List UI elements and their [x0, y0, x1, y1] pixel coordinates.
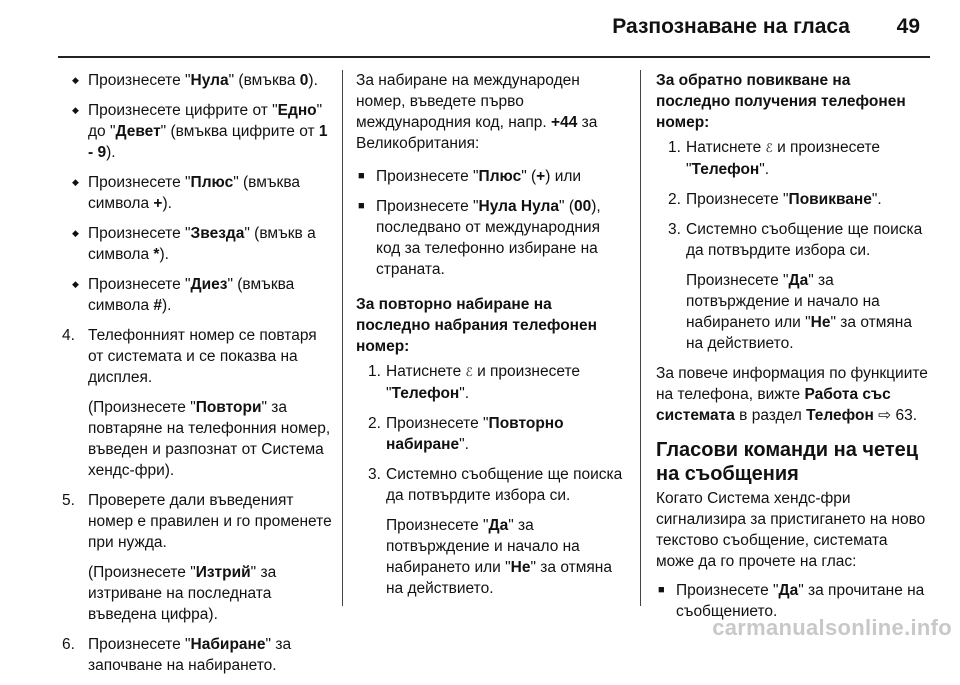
step-1: 1. Натиснете ℰ и произнесете "Телефон".	[668, 139, 881, 178]
step-5: 5. Проверете дали въведеният номер е правилен и го променете при нужда. (Произнесете "Изтрий" за изтриване на последната въведена цифра).	[62, 492, 332, 623]
section-title: Гласови команди на четец на съобщения	[656, 439, 919, 485]
column-1	[62, 70, 332, 685]
step-3: 3. Системно съобщение ще поиска да потвърдите избора си. Произнесете "Да" за потвърждение и начало на набирането или "Не" за отмяна на действието.	[668, 221, 923, 352]
section-heading: За повторно набиране на последно набрания телефонен номер:	[356, 296, 598, 355]
paragraph: Когато Система хендс-фри сигнализира за пристигането на ново текстово съобщение, системата може да го прочете на глас:	[656, 490, 926, 570]
page-header	[0, 0, 960, 56]
list-item: ◆ Произнесете цифрите от "Едно" до "Девет" (вмъква цифрите от 1 - 9).	[62, 100, 332, 163]
list-item: ■ Произнесете "Нула Нула" (00), последвано от международния код за телефонно избиране на страната.	[356, 196, 628, 280]
list-item: ◆ Произнесете "Звезда" (вмъкв а символа *).	[62, 223, 332, 265]
step-1: 1. Натиснете ℰ и произнесете "Телефон".	[368, 363, 581, 402]
phone-voice-icon: ℰ	[465, 365, 473, 379]
list-item: ◆ Произнесете "Диез" (вмъква символа #).	[62, 274, 332, 316]
column-2	[356, 70, 628, 608]
paragraph: За набиране на международен номер, въведете първо международния код, напр. +44 за Великобритания:	[356, 72, 598, 152]
list-item: ■ Произнесете "Да" за прочитане на съобщението.	[656, 580, 928, 622]
list-item: ◆ Произнесете "Нула" (вмъква 0).	[62, 70, 332, 91]
column-3	[656, 70, 928, 631]
watermark: carmanualsonline.info	[712, 615, 952, 640]
step-2: 2. Произнесете "Повикване".	[668, 191, 882, 208]
arrow-icon: ⇨	[878, 407, 892, 424]
step-3: 3. Системно съобщение ще поиска да потвърдите избора си. Произнесете "Да" за потвърждение и начало на набирането или "Не" за отмяна на действието.	[368, 466, 623, 597]
header-divider	[58, 56, 930, 58]
page-number: 49	[896, 15, 920, 38]
page-title: Разпознаване на гласа	[612, 15, 850, 38]
paragraph: За повече информация по функциите на телефона, вижте Работа със системата в раздел Телефон ⇨ 63.	[656, 365, 928, 424]
column-divider-1	[342, 70, 343, 606]
list-item: ■ Произнесете "Плюс" (+) или	[356, 166, 628, 187]
step-6: 6. Произнесете "Набиране" за започване на набирането.	[62, 636, 292, 674]
list-item: ◆ Произнесете "Плюс" (вмъква символа +).	[62, 172, 332, 214]
column-divider-2	[640, 70, 641, 606]
phone-voice-icon: ℰ	[765, 141, 773, 155]
section-heading: За обратно повикване на последно получения телефонен номер:	[656, 72, 906, 131]
step-4: 4. Телефонният номер се повтаря от системата и се показва на дисплея. (Произнесете "Повтори" за повтаряне на телефонния номер, въведен и разпознат от Система хендс-фри).	[62, 327, 331, 479]
page-footer	[0, 612, 960, 642]
cross-reference-link[interactable]: Работа със системата	[656, 386, 891, 424]
step-2: 2. Произнесете "Повторно набиране".	[368, 415, 564, 453]
